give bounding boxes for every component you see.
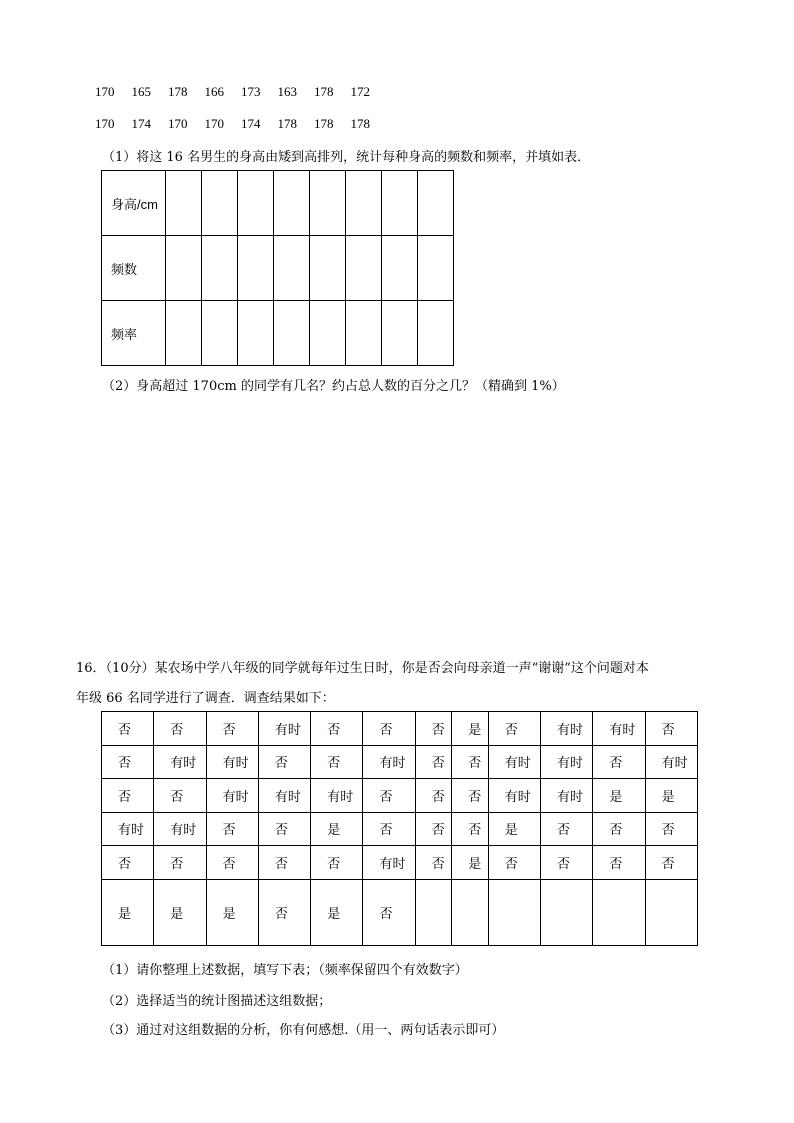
survey-cell: 否 [488, 712, 540, 746]
survey-cell: 否 [541, 846, 593, 880]
empty-cell [418, 301, 454, 366]
empty-cell [202, 171, 238, 236]
q15-part1-text: （1）将这 16 名男生的身高由矮到高排列，统计每种身高的频数和频率，并填如表． [102, 150, 591, 165]
survey-cell: 否 [258, 812, 310, 846]
survey-cell: 否 [154, 846, 206, 880]
empty-cell [418, 171, 454, 236]
table-row [102, 779, 698, 813]
survey-cell: 有时 [488, 745, 540, 779]
survey-cell: 否 [206, 712, 258, 746]
survey-cell: 否 [452, 779, 488, 813]
survey-cell: 否 [311, 712, 363, 746]
height-value: 172 [350, 84, 370, 99]
height-value: 170 [168, 116, 188, 131]
empty-cell [346, 236, 382, 301]
empty-cell [346, 301, 382, 366]
survey-cell [645, 879, 697, 945]
survey-cell [593, 879, 645, 945]
survey-cell: 否 [645, 712, 697, 746]
survey-cell: 否 [452, 812, 488, 846]
survey-cell: 是 [452, 846, 488, 880]
table-row [102, 745, 698, 779]
height-frequency-table [101, 170, 454, 366]
empty-cell [166, 236, 202, 301]
q16-part1-text: （1）请你整理上述数据，填写下表；（频率保留四个有效数字） [102, 963, 468, 978]
survey-cell: 否 [645, 846, 697, 880]
survey-cell: 有时 [593, 712, 645, 746]
survey-cell: 有时 [541, 712, 593, 746]
survey-cell: 否 [258, 745, 310, 779]
survey-cell [541, 879, 593, 945]
survey-cell: 有时 [154, 745, 206, 779]
height-data-row-1 [95, 84, 387, 100]
survey-cell: 有时 [541, 779, 593, 813]
table-row [102, 171, 454, 236]
height-value: 178 [277, 116, 297, 131]
empty-cell [202, 301, 238, 366]
empty-cell [274, 301, 310, 366]
survey-cell: 是 [311, 879, 363, 945]
survey-cell: 有时 [488, 779, 540, 813]
survey-results-table [101, 711, 698, 946]
survey-cell: 是 [311, 812, 363, 846]
survey-cell: 否 [415, 779, 451, 813]
survey-cell: 有时 [102, 812, 154, 846]
height-data-row-2 [95, 116, 387, 132]
survey-cell: 有时 [541, 745, 593, 779]
survey-cell: 否 [541, 812, 593, 846]
survey-cell: 是 [102, 879, 154, 945]
empty-cell [274, 171, 310, 236]
row-label: 频率 [102, 301, 166, 366]
q15-part2-text: （2）身高超过 170cm 的同学有几名？约占总人数的百分之几？（精确到 1%） [102, 379, 565, 394]
empty-cell [238, 171, 274, 236]
survey-cell: 否 [363, 812, 415, 846]
empty-cell [382, 171, 418, 236]
survey-cell: 否 [645, 812, 697, 846]
empty-cell [382, 301, 418, 366]
survey-cell: 否 [206, 812, 258, 846]
survey-cell: 是 [206, 879, 258, 945]
height-value: 174 [241, 116, 261, 131]
survey-cell: 有时 [258, 712, 310, 746]
survey-cell: 否 [258, 879, 310, 945]
q16-line-1: 16．（10分）某农场中学八年级的同学就每年过生日时，你是否会向母亲道一声“谢谢”这个问题对本 [76, 661, 649, 676]
table-row [102, 846, 698, 880]
empty-cell [382, 236, 418, 301]
survey-cell: 有时 [258, 779, 310, 813]
survey-cell: 否 [102, 779, 154, 813]
survey-cell: 否 [415, 812, 451, 846]
survey-cell: 有时 [206, 745, 258, 779]
survey-cell: 否 [415, 712, 451, 746]
empty-cell [418, 236, 454, 301]
empty-cell [274, 236, 310, 301]
survey-cell: 否 [593, 745, 645, 779]
survey-cell: 是 [593, 779, 645, 813]
survey-cell: 是 [488, 812, 540, 846]
survey-cell: 有时 [363, 745, 415, 779]
empty-cell [310, 301, 346, 366]
survey-cell: 是 [645, 779, 697, 813]
height-value: 166 [204, 84, 224, 99]
q16-line-2: 年级 66 名同学进行了调查．调查结果如下： [76, 691, 335, 706]
q16-part2-text: （2）选择适当的统计图描述这组数据； [102, 994, 332, 1009]
survey-cell: 是 [452, 712, 488, 746]
empty-cell [166, 171, 202, 236]
survey-cell: 否 [102, 846, 154, 880]
row-label: 身高/cm [102, 171, 166, 236]
height-value: 170 [95, 116, 115, 131]
height-value: 170 [204, 116, 224, 131]
table-row [102, 301, 454, 366]
survey-cell: 否 [415, 745, 451, 779]
empty-cell [310, 236, 346, 301]
survey-cell: 有时 [363, 846, 415, 880]
survey-cell: 有时 [311, 779, 363, 813]
height-value: 173 [241, 84, 261, 99]
height-value: 174 [131, 116, 151, 131]
survey-cell: 否 [452, 745, 488, 779]
survey-cell: 否 [311, 846, 363, 880]
height-value: 178 [350, 116, 370, 131]
empty-cell [166, 301, 202, 366]
height-value: 170 [95, 84, 115, 99]
table-row [102, 879, 698, 945]
table-row [102, 812, 698, 846]
q16-part3-text: （3）通过对这组数据的分析，你有何感想.（用一、两句话表示即可） [102, 1023, 505, 1038]
survey-cell: 否 [154, 712, 206, 746]
survey-cell [415, 879, 451, 945]
survey-cell: 否 [154, 779, 206, 813]
survey-cell [488, 879, 540, 945]
survey-cell: 是 [154, 879, 206, 945]
height-value: 163 [277, 84, 297, 99]
row-label: 频数 [102, 236, 166, 301]
survey-cell: 否 [102, 745, 154, 779]
height-value: 178 [314, 84, 334, 99]
survey-cell: 否 [363, 712, 415, 746]
survey-cell: 否 [258, 846, 310, 880]
survey-cell: 否 [363, 879, 415, 945]
empty-cell [238, 236, 274, 301]
height-value: 178 [168, 84, 188, 99]
survey-cell: 有时 [154, 812, 206, 846]
empty-cell [238, 301, 274, 366]
height-value: 178 [314, 116, 334, 131]
survey-cell [452, 879, 488, 945]
survey-cell: 否 [593, 846, 645, 880]
survey-cell: 否 [363, 779, 415, 813]
survey-cell: 否 [311, 745, 363, 779]
survey-cell: 否 [206, 846, 258, 880]
survey-cell: 有时 [206, 779, 258, 813]
survey-cell: 有时 [645, 745, 697, 779]
table-row [102, 712, 698, 746]
survey-cell: 否 [593, 812, 645, 846]
empty-cell [310, 171, 346, 236]
empty-cell [346, 171, 382, 236]
empty-cell [202, 236, 238, 301]
survey-cell: 否 [415, 846, 451, 880]
height-value: 165 [131, 84, 151, 99]
survey-cell: 否 [102, 712, 154, 746]
table-row [102, 236, 454, 301]
survey-cell: 否 [488, 846, 540, 880]
